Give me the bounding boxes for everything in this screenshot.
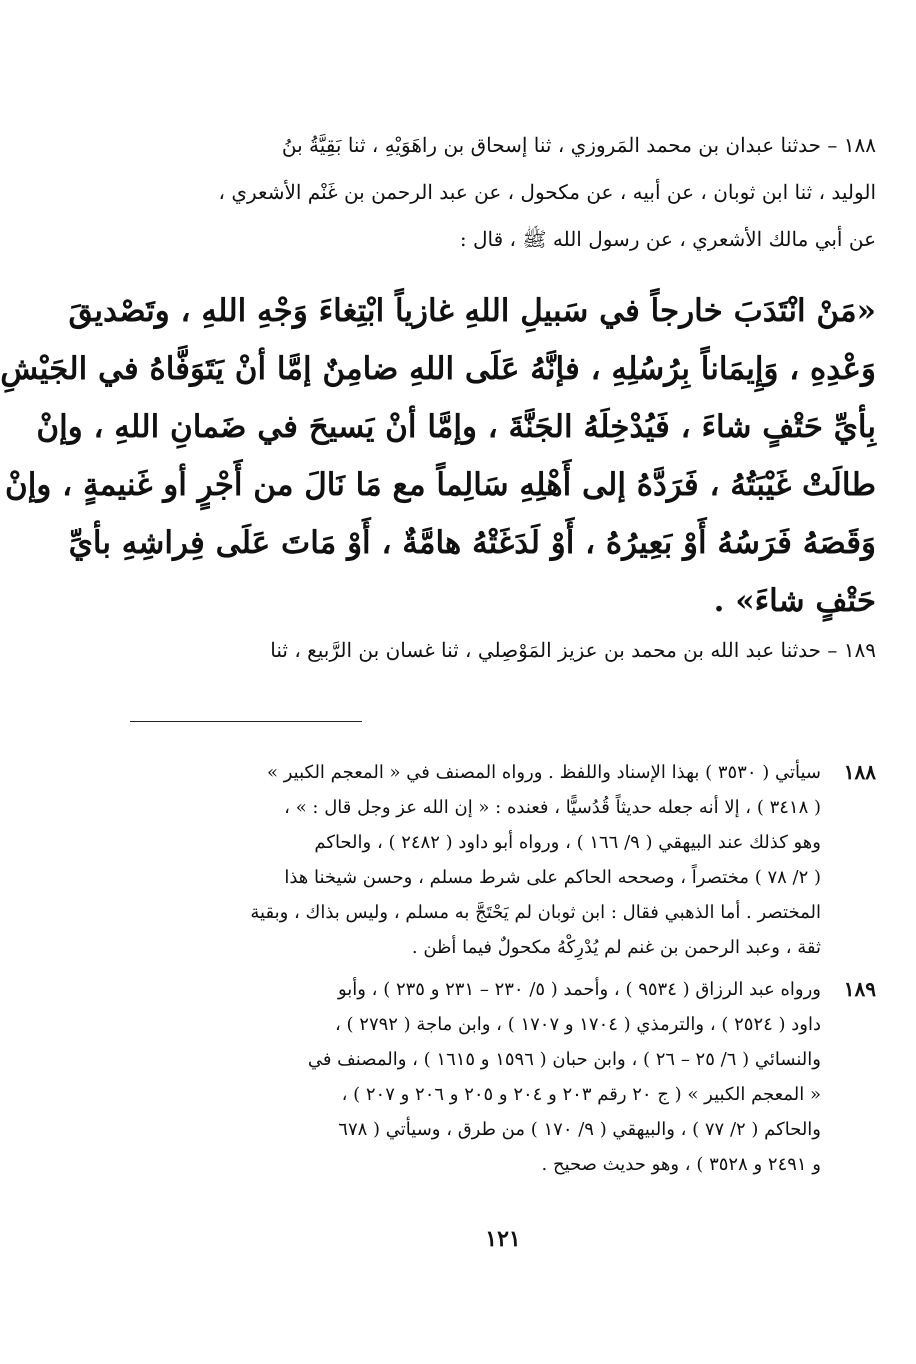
footnote-line: ثقة ، وعبد الرحمن بن غنم لم يُدْرِكْهُ مكحولٌ فيما أظن . [411, 937, 821, 958]
isnad-line: ١٨٩ – حدثنا عبد الله بن محمد بن عزيز المَوْصِلي ، ثنا غسان بن الرَّبيع ، ثنا [270, 638, 876, 662]
hadith-188-matn [0, 282, 876, 630]
hadith-189-isnad [130, 627, 876, 674]
footnote-line: وهو كذلك عند البيهقي ( ٩/ ١٦٦ ) ، ورواه أبو داود ( ٢٤٨٢ ) ، والحاكم [314, 832, 821, 853]
footnote-text [130, 755, 821, 965]
footnote-number: ١٨٩ [843, 977, 876, 1001]
isnad-line: الوليد ، ثنا ابن ثوبان ، عن أبيه ، عن مكحول ، عن عبد الرحمن بن غَنْم الأشعري ، [218, 180, 876, 204]
isnad-line: ١٨٨ – حدثنا عبدان بن محمد المَروزي ، ثنا إسحاق بن راهَوَيْهِ ، ثنا بَقِيَّةُ بنُ [281, 133, 876, 157]
footnote-text [130, 972, 821, 1182]
matn-line: وَعْدِهِ ، وَإِيمَاناً بِرُسُلِهِ ، فإنَّهُ عَلَى اللهِ ضامِنٌ إمَّا أنْ يَتَوَفَّاهُ في الجَيْشِ [0, 351, 876, 387]
footnote-line: ( ٢/ ٧٨ ) مختصراً ، وصححه الحاكم على شرط مسلم ، وحسن شيخنا هذا [284, 867, 821, 888]
footnote-line: والحاكم ( ٢/ ٧٧ ) ، والبيهقي ( ٩/ ١٧٠ ) من طرق ، وسيأتي ( ٦٧٨ [338, 1119, 821, 1140]
footnote-line: والنسائي ( ٦/ ٢٥ – ٢٦ ) ، وابن حبان ( ١٥٩٦ و ١٦١٥ ) ، والمصنف في [307, 1049, 821, 1070]
matn-line: وَقَصَهُ فَرَسُهُ أَوْ بَعِيرُهُ ، أَوْ لَدَغَتْهُ هامَّةٌ ، أَوْ مَاتَ عَلَى فِراشِهِ بأيِّ [68, 525, 876, 561]
hadith-188-isnad [130, 122, 876, 263]
page-number: ١٢١ [485, 1226, 521, 1252]
footnote-number: ١٨٨ [843, 760, 876, 784]
isnad-line: عن أبي مالك الأشعري ، عن رسول الله ﷺ ، قال : [459, 227, 876, 251]
matn-line: حَتْفٍ شاءَ» . [713, 583, 876, 619]
footnote-line: ورواه عبد الرزاق ( ٩٥٣٤ ) ، وأحمد ( ٥/ ٢٣٠ – ٢٣١ و ٢٣٥ ) ، وأبو [337, 979, 821, 1000]
footnote-line: ( ٣٤١٨ ) ، إلا أنه جعله حديثاً قُدُسيًّا ، فعنده : « إن الله عز وجل قال : » ، [284, 797, 821, 818]
matn-line: «مَنْ انْتَدَبَ خارجاً في سَبيلِ اللهِ غازياً ابْتِغاءَ وَجْهِ اللهِ ، وتَصْديقَ [68, 293, 876, 329]
footnote-line: داود ( ٢٥٢٤ ) ، والترمذي ( ١٧٠٤ و ١٧٠٧ ) ، وابن ماجة ( ٢٧٩٢ ) ، [335, 1014, 821, 1035]
matn-line: بِأيِّ حَتْفٍ شاءَ ، فَيُدْخِلَهُ الجَنَّةَ ، وإمَّا أنْ يَسيحَ في ضَمانِ اللهِ ، وإنْ [36, 409, 876, 445]
footnote-line: و ٢٤٩١ و ٣٥٢٨ ) ، وهو حديث صحيح . [541, 1154, 821, 1175]
footnote-separator [130, 721, 362, 722]
matn-line: طالَتْ غَيْبَتُهُ ، فَرَدَّهُ إلى أَهْلِهِ سَالِماً مع مَا نَالَ من أَجْرٍ أو غَنيمةٍ ، وإنْ [5, 467, 876, 503]
footnote-line: سيأتي ( ٣٥٣٠ ) بهذا الإسناد واللفظ . ورواه المصنف في « المعجم الكبير » [266, 762, 821, 783]
footnote-line: المختصر . أما الذهبي فقال : ابن ثوبان لم يَحْتَجَّ به مسلم ، وليس بذاك ، وبقية [250, 902, 821, 923]
footnote-line: « المعجم الكبير » ( ج ٢٠ رقم ٢٠٣ و ٢٠٤ و ٢٠٥ و ٢٠٦ و ٢٠٧ ) ، [341, 1084, 821, 1105]
